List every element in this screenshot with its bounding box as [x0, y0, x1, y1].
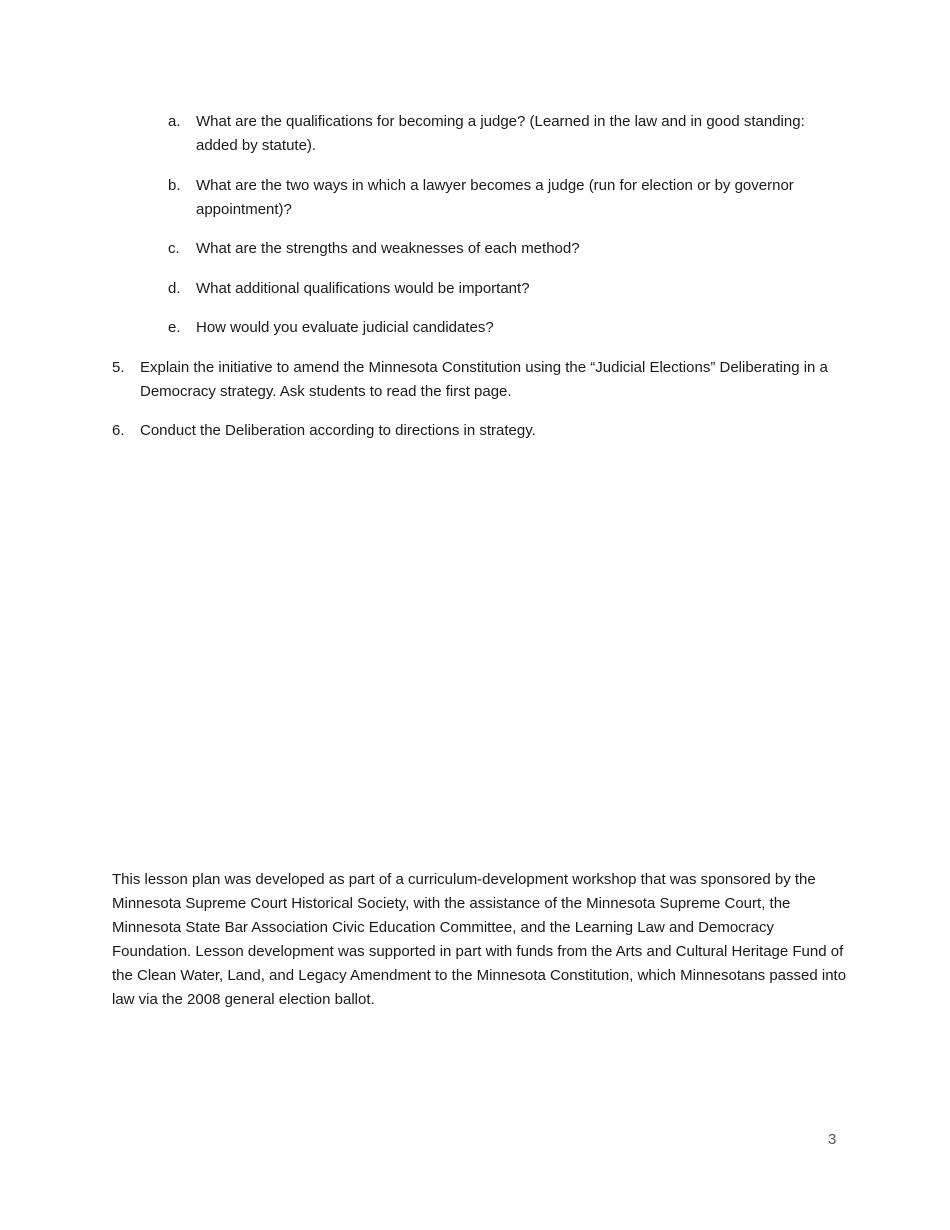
numbered-item-text: Conduct the Deliberation according to directions in strategy. [140, 422, 536, 439]
sub-item-text: What additional qualifications would be important? [196, 280, 530, 297]
numbered-item-text: Explain the initiative to amend the Minnesota Constitution using the “Judicial Elections” Deliberating in a Democracy strategy. Ask students to read the first page. [140, 359, 828, 400]
page-number: 3 [828, 1131, 837, 1148]
sub-item-marker: b. [168, 177, 181, 194]
numbered-item-marker: 5. [112, 359, 125, 376]
sub-item-text: How would you evaluate judicial candidates? [196, 319, 494, 336]
sub-item-marker: d. [168, 280, 181, 297]
sub-item-text: What are the qualifications for becoming a judge? (Learned in the law and in good standing: added by statute). [196, 113, 805, 154]
acknowledgement-paragraph: This lesson plan was developed as part of a curriculum-development workshop that was sponsored by the Minnesota Supreme Court Historical Society, with the assistance of the Minnesota Supreme Court, the Minnesota State Bar Association Civic Education Committee, and the Learning Law and Democracy Foundation. Lesson development was supported in part with funds from the Arts and Cultural Heritage Fund of the Clean Water, Land, and Legacy Amendment to the Minnesota Constitution, which Minnesotans passed into law via the 2008 general election ballot. [112, 871, 847, 1008]
sub-item-marker: e. [168, 319, 181, 336]
sub-item-text: What are the two ways in which a lawyer becomes a judge (run for election or by governor appointment)? [196, 177, 794, 218]
sub-item-text: What are the strengths and weaknesses of each method? [196, 240, 580, 257]
sub-item-marker: a. [168, 113, 181, 130]
numbered-item-marker: 6. [112, 422, 125, 439]
sub-item-marker: c. [168, 240, 180, 257]
